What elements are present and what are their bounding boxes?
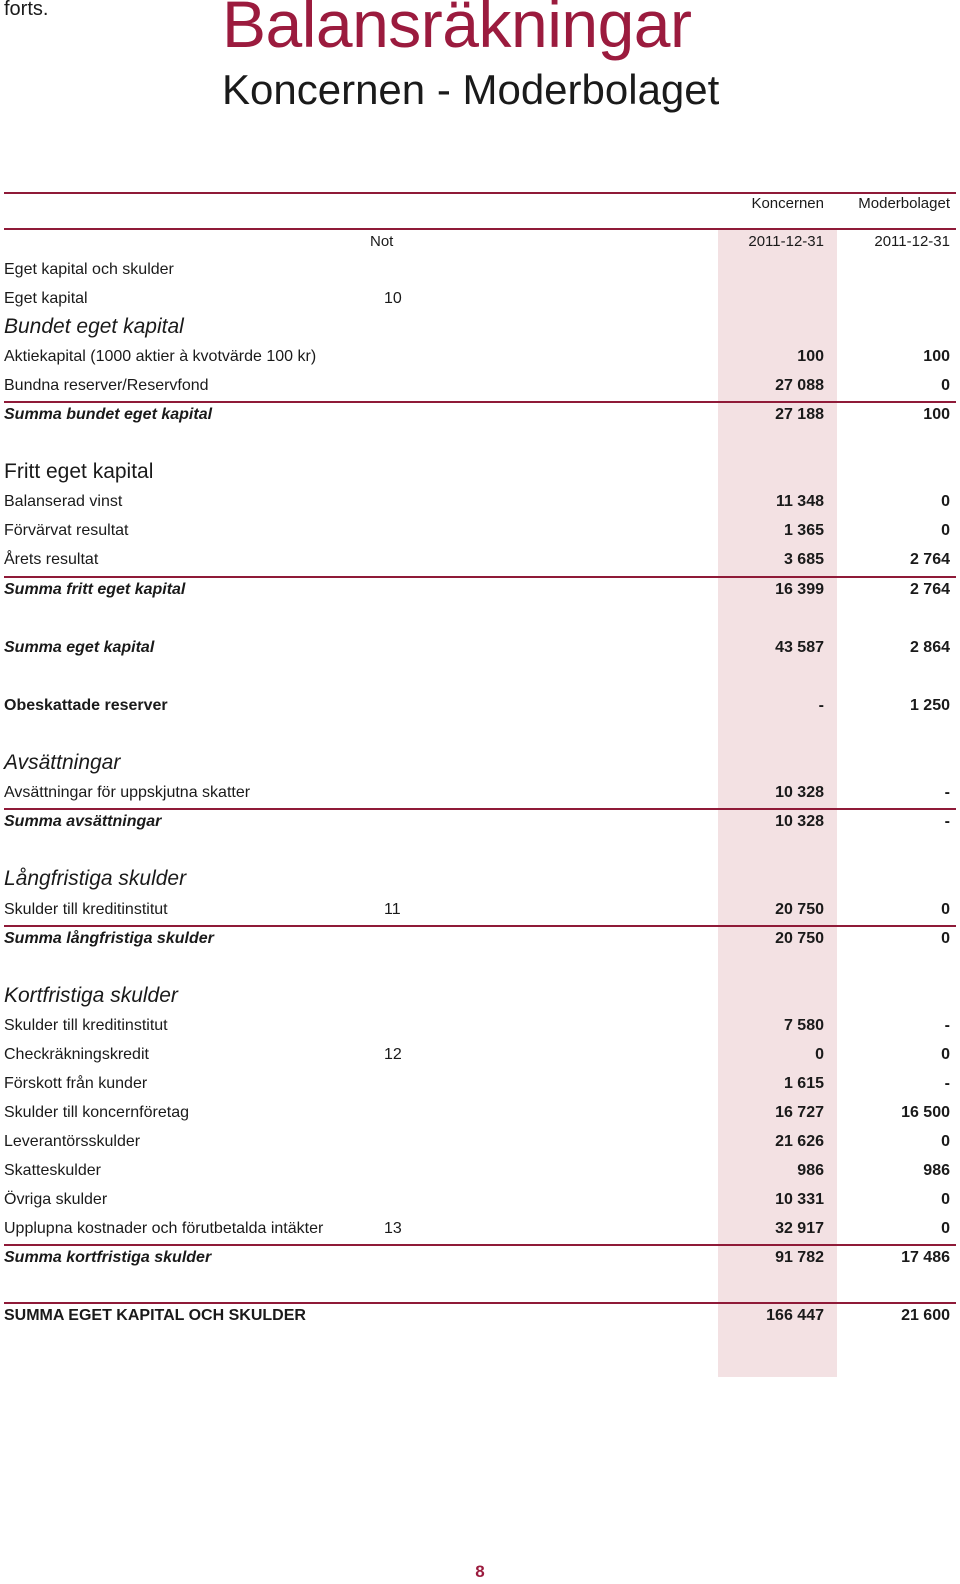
row-label: Skatteskulder [4,1162,101,1179]
moderbolaget-value: 0 [941,522,950,539]
table-row [4,343,950,371]
moderbolaget-header: Moderbolaget [858,195,950,212]
koncernen-value: 20 750 [775,901,824,918]
row-label: Aktiekapital (1000 aktier à kvotvärde 100 kr) [4,348,317,365]
not-header: Not [370,233,394,250]
moderbolaget-value: 0 [941,377,950,394]
moderbolaget-value: - [944,1017,950,1034]
koncernen-value: 16 727 [775,1104,824,1121]
page-subtitle: Koncernen - Moderbolaget [222,66,720,113]
table-row [4,1128,950,1156]
moderbolaget-value: 2 864 [909,639,950,656]
row-label: Summa avsättningar [4,813,162,830]
koncernen-value: 100 [797,348,824,365]
table-row [4,1012,950,1040]
row-label: Skulder till kreditinstitut [4,1017,168,1034]
section-heading [4,311,950,343]
moderbolaget-value: 0 [941,1046,950,1063]
moderbolaget-value: 21 600 [901,1307,950,1324]
moderbolaget-value: 0 [941,930,950,947]
row-label: Eget kapital och skulder [4,261,174,278]
moderbolaget-value: 0 [941,901,950,918]
table-row [4,285,950,313]
grand-total-row [4,1302,950,1330]
row-label: Långfristiga skulder [4,867,187,890]
koncernen-value: 27 088 [775,377,824,394]
koncernen-value: 1 615 [783,1075,824,1092]
moderbolaget-value: - [944,1075,950,1092]
moderbolaget-value: 0 [941,1191,950,1208]
row-label: Kortfristiga skulder [4,984,178,1007]
row-label: Balanserad vinst [4,493,123,510]
moderbolaget-value: 986 [923,1162,950,1179]
date-header-row [4,228,950,256]
moderbolaget-value: 2 764 [909,551,950,568]
koncernen-value: 21 626 [775,1133,824,1150]
moderbolaget-value: - [944,813,950,830]
row-label: Bundna reserver/Reservfond [4,377,209,394]
moderbolaget-value: 100 [923,348,950,365]
table-row [4,692,950,720]
table-row [4,372,950,400]
table-row [4,1157,950,1185]
koncernen-value: 20 750 [775,930,824,947]
row-label: Övriga skulder [4,1191,108,1208]
page-number: 8 [475,1562,485,1581]
koncernen-value: 32 917 [775,1220,824,1237]
moderbolaget-value: 1 250 [909,697,950,714]
moderbolaget-value: 0 [941,493,950,510]
koncernen-header: Koncernen [751,195,824,212]
row-label: Checkräkningskredit [4,1046,149,1063]
row-label: SUMMA EGET KAPITAL OCH SKULDER [4,1307,306,1324]
table-row [4,256,950,284]
row-label: Eget kapital [4,290,88,307]
subtotal-row [4,401,950,429]
koncernen-value: 27 188 [775,406,824,423]
subtotal-row [4,1244,950,1272]
moderbolaget-value: 16 500 [901,1104,950,1121]
section-heading [4,980,950,1012]
table-row [4,546,950,574]
table-row [4,779,950,807]
koncernen-value: 0 [815,1046,824,1063]
koncernen-value: 10 328 [775,784,824,801]
koncernen-date: 2011-12-31 [748,233,824,250]
koncernen-value: 3 685 [783,551,824,568]
table-row [4,517,950,545]
table-row [4,1070,950,1098]
row-label: Summa fritt eget kapital [4,581,186,598]
koncernen-value: 986 [797,1162,824,1179]
koncernen-value: 10 328 [775,813,824,830]
row-label: Summa eget kapital [4,639,155,656]
row-label: Leverantörsskulder [4,1133,141,1150]
row-label: Skulder till koncernföretag [4,1104,189,1121]
table-row [4,896,950,924]
moderbolaget-date: 2011-12-31 [874,233,950,250]
row-note: 11 [384,901,401,918]
koncernen-value: 43 587 [775,639,824,656]
koncernen-value: 16 399 [775,581,824,598]
koncernen-value: 166 447 [766,1307,824,1324]
row-note: 10 [384,290,402,307]
page-title: Balansräkningar [222,0,692,61]
row-label: Förskott från kunder [4,1075,148,1092]
subtotal-row [4,808,950,836]
table-row [4,488,950,516]
table-row [4,1186,950,1214]
subtotal-row [4,634,950,662]
row-label: Upplupna kostnader och förutbetalda intäkter [4,1220,324,1237]
column-header-row [4,190,950,218]
moderbolaget-value: 0 [941,1133,950,1150]
koncernen-value: 11 348 [775,493,824,510]
row-label: Avsättningar [4,751,121,774]
table-row [4,1099,950,1127]
koncernen-value: 91 782 [775,1249,824,1266]
koncernen-value: 10 331 [775,1191,824,1208]
row-label: Summa kortfristiga skulder [4,1249,212,1266]
koncernen-value: 1 365 [783,522,824,539]
section-heading [4,863,950,895]
subtotal-row [4,925,950,953]
moderbolaget-value: 0 [941,1220,950,1237]
row-label: Obeskattade reserver [4,697,168,714]
moderbolaget-value: 100 [923,406,950,423]
row-label: Årets resultat [4,551,99,568]
table-row [4,1215,950,1243]
row-label: Bundet eget kapital [4,315,184,338]
row-label: Skulder till kreditinstitut [4,901,168,918]
koncernen-value: 7 580 [783,1017,824,1034]
row-note: 12 [384,1046,402,1063]
row-label: Förvärvat resultat [4,522,129,539]
row-label: Summa långfristiga skulder [4,930,214,947]
koncernen-value: - [818,697,824,714]
section-heading [4,747,950,779]
continued-label: forts. [4,0,49,20]
moderbolaget-value: - [944,784,950,801]
moderbolaget-value: 17 486 [901,1249,950,1266]
subtotal-row [4,576,950,604]
row-label: Avsättningar för uppskjutna skatter [4,784,251,801]
row-label: Fritt eget kapital [4,460,154,483]
moderbolaget-value: 2 764 [909,581,950,598]
table-row [4,1041,950,1069]
section-heading [4,456,950,488]
row-note: 13 [384,1220,402,1237]
row-label: Summa bundet eget kapital [4,406,213,423]
